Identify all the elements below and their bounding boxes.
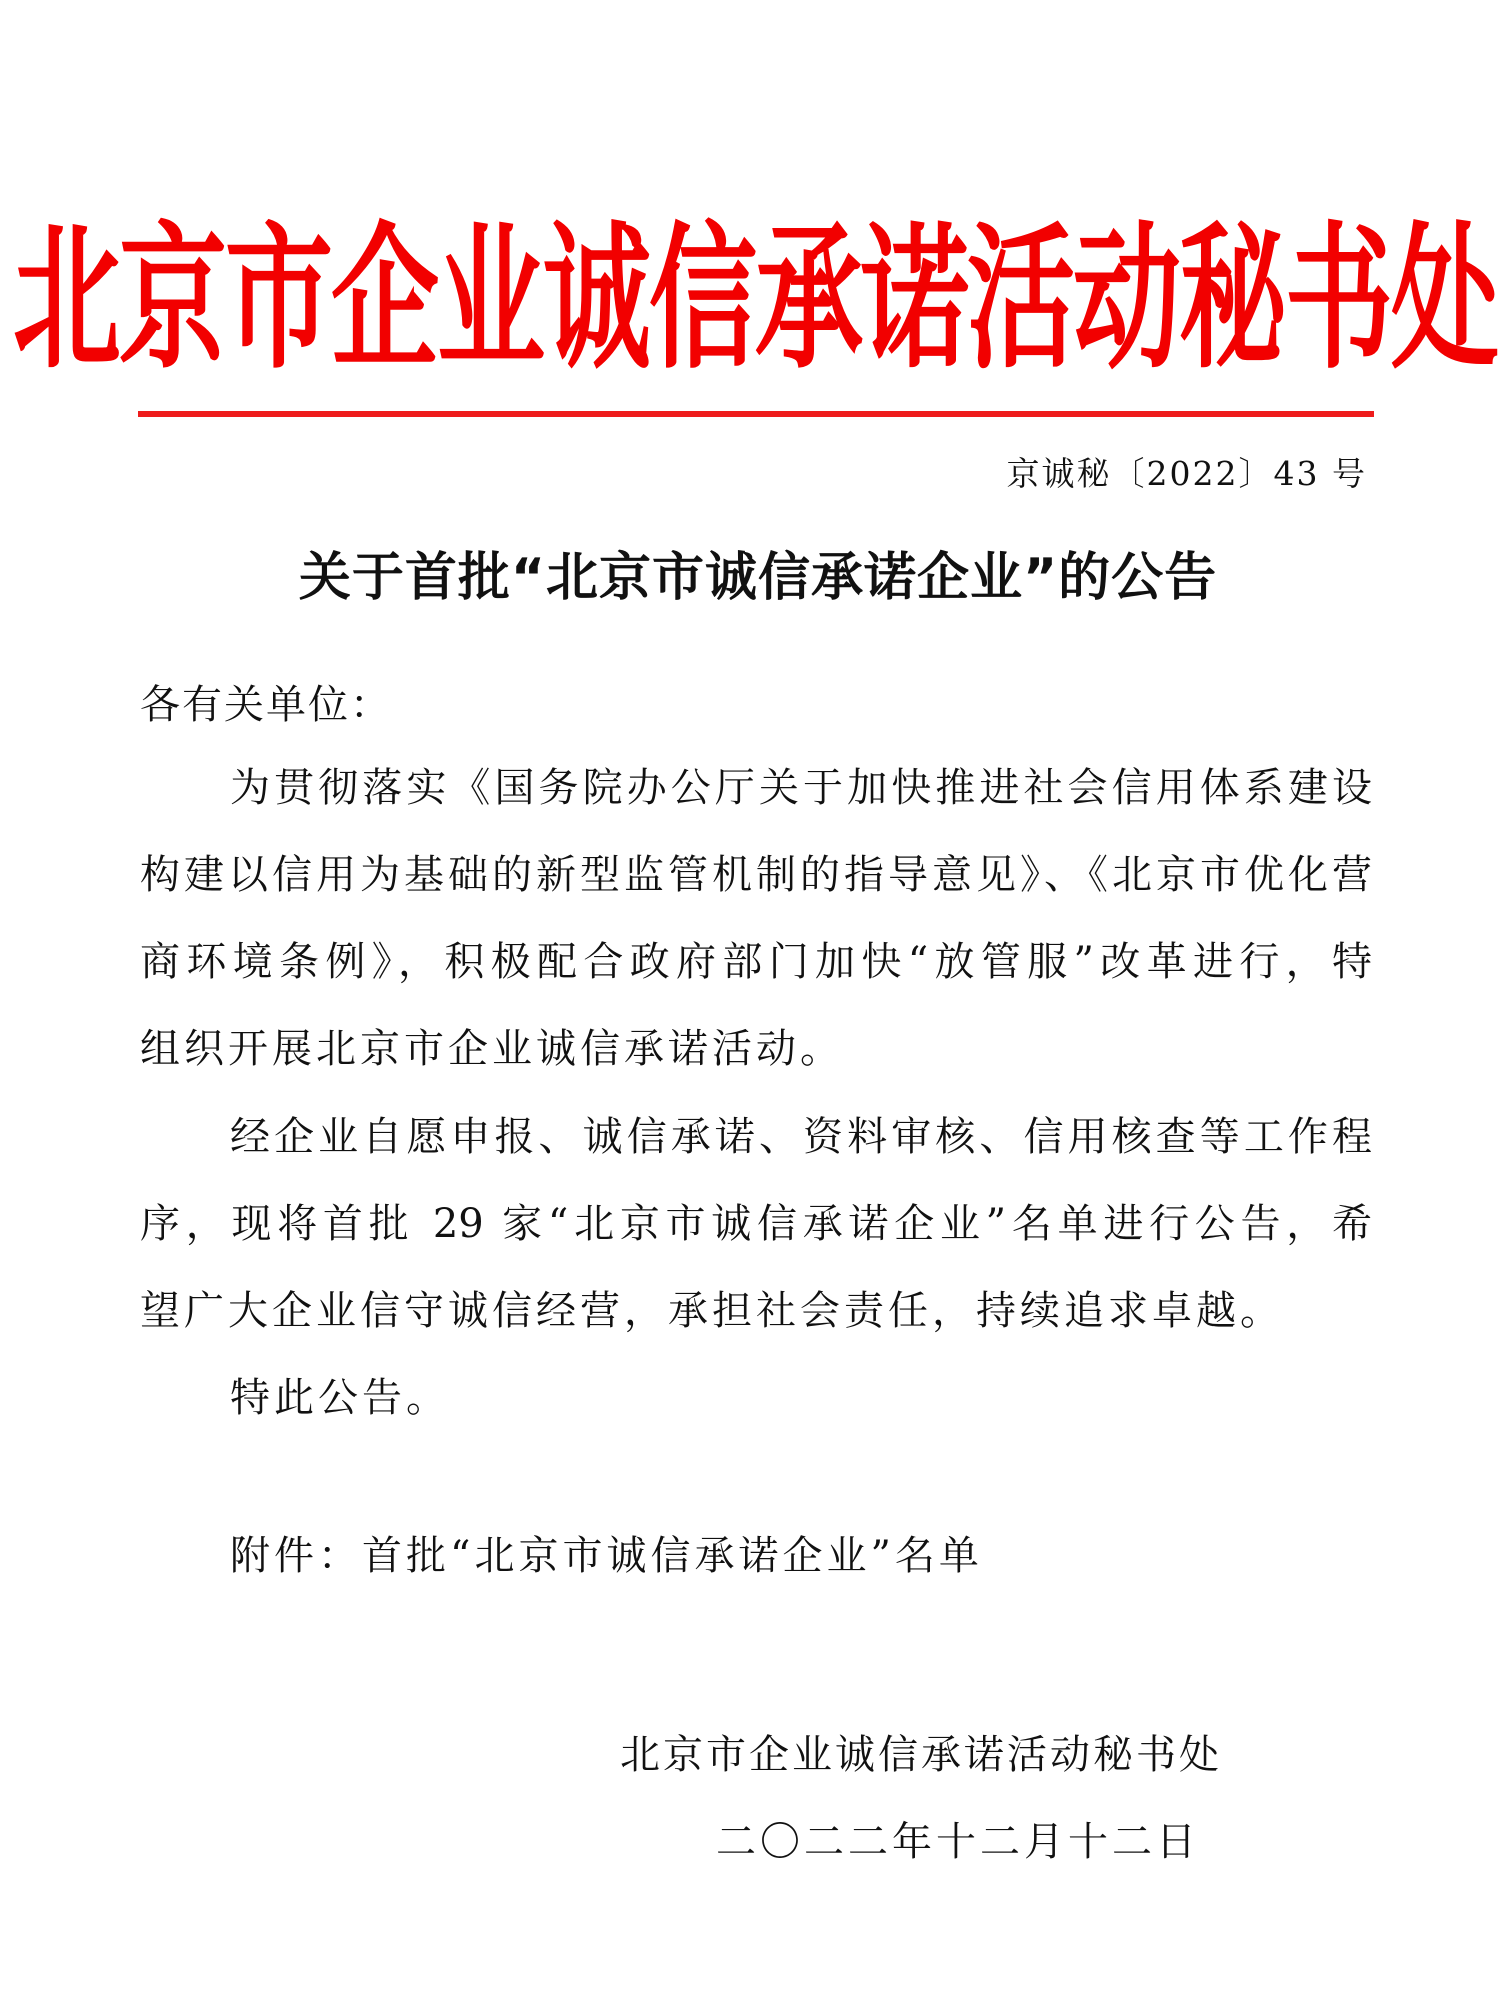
- paragraph2-line: 经企业自愿申报、诚信承诺、资料审核、信用核查等工作程: [230, 1114, 1372, 1160]
- paragraph1-line: 组织开展北京市企业诚信承诺活动。: [140, 1026, 844, 1072]
- masthead-red-divider: [138, 411, 1374, 417]
- document-title: 关于首批“北京市诚信承诺企业”的公告: [298, 548, 1218, 608]
- paragraph1-line: 为贯彻落实《国务院办公厅关于加快推进社会信用体系建设: [230, 765, 1372, 811]
- paragraph1-line: 商环境条例》，积极配合政府部门加快“放管服”改革进行，特: [140, 939, 1372, 985]
- masthead-title-text: 北京市企业诚信承诺活动秘书处: [13, 208, 1498, 391]
- signature-date: 二〇二二年十二月十二日: [716, 1819, 1200, 1865]
- paragraph2-line: 序，现将首批 29 家“北京市诚信承诺企业”名单进行公告，希: [140, 1201, 1372, 1247]
- paragraph2-line: 望广大企业信守诚信经营，承担社会责任，持续追求卓越。: [140, 1288, 1284, 1334]
- closing-text: 特此公告。: [230, 1375, 450, 1421]
- signature-organization: 北京市企业诚信承诺活动秘书处: [620, 1732, 1222, 1778]
- salutation: 各有关单位：: [140, 682, 392, 728]
- masthead-title: [13, 175, 1498, 395]
- document-number: 京诚秘〔2022〕43 号: [1006, 454, 1367, 493]
- paragraph1-line: 构建以信用为基础的新型监管机制的指导意见》、《北京市优化营: [140, 852, 1372, 898]
- attachment-note: 附件：首批“北京市诚信承诺企业”名单: [230, 1533, 983, 1579]
